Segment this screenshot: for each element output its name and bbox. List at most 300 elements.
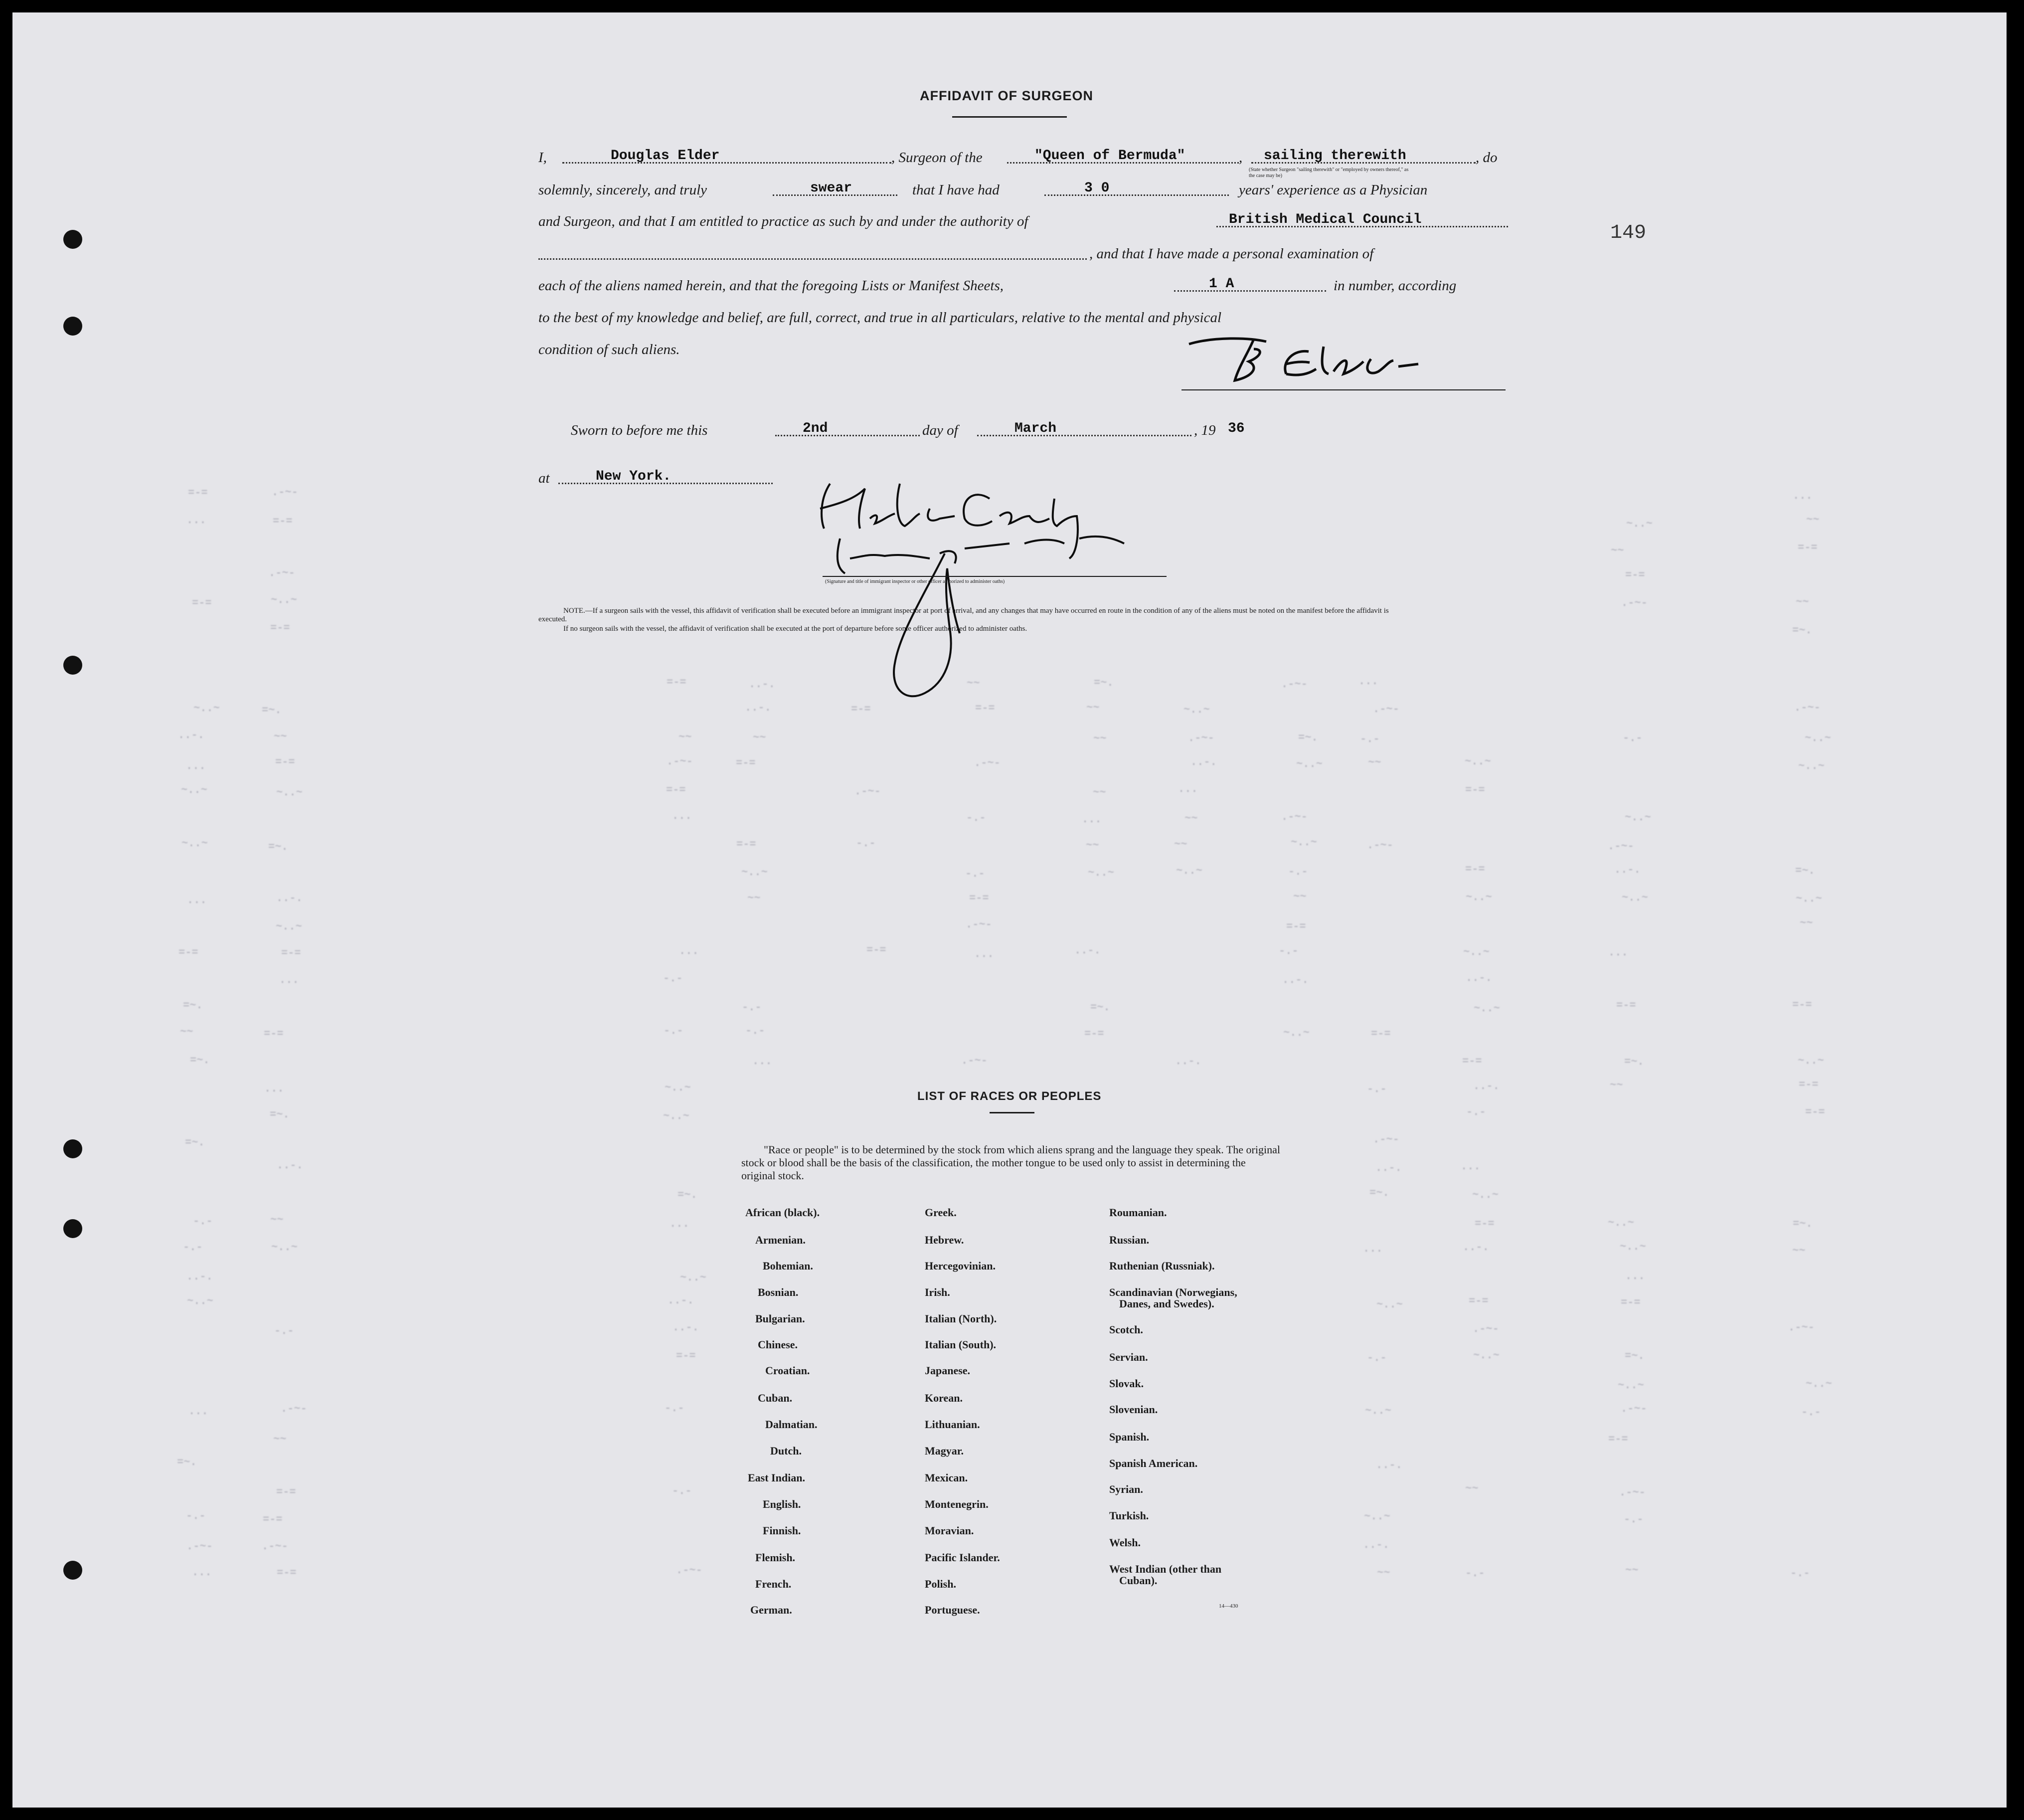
bleed-mark: ~..~: [1625, 811, 1651, 824]
race-item: Japanese.: [925, 1364, 971, 1377]
bleed-mark: ~..~: [1620, 1241, 1646, 1253]
bleed-mark: =-=: [1371, 1028, 1391, 1040]
bleed-mark: =-=: [667, 676, 686, 689]
bleed-mark: =-=: [1799, 1079, 1819, 1091]
bleed-mark: .-~-: [1373, 1133, 1399, 1146]
sheets-field: [1174, 290, 1326, 292]
bleed-mark: ~~: [1610, 1079, 1623, 1092]
page-number: 149: [1610, 222, 1647, 244]
bleed-mark: ~..~: [741, 866, 768, 879]
bleed-mark: -.-: [856, 837, 876, 850]
bleed-mark: =-=: [1469, 1295, 1489, 1307]
affidavit-text: at: [538, 470, 550, 486]
bleed-mark: ~~: [1465, 1482, 1479, 1495]
bleed-mark: =-=: [1465, 784, 1485, 796]
binder-hole: [63, 656, 82, 675]
race-item: Hebrew.: [925, 1234, 964, 1246]
sworn-day-field: [775, 435, 920, 436]
race-item: Bohemian.: [763, 1260, 813, 1272]
bleed-mark: ~..~: [1465, 755, 1491, 768]
bleed-mark: .-~-: [1788, 1321, 1815, 1334]
bleed-mark: ..-.: [1074, 944, 1101, 957]
race-item: Russian.: [1109, 1234, 1150, 1246]
bleed-mark: =~.: [1090, 1001, 1110, 1014]
bleed-mark: ~~: [1377, 1567, 1390, 1579]
bleed-mark: .-~-: [272, 486, 298, 499]
affidavit-text: , Surgeon of the: [891, 150, 983, 166]
bleed-mark: -.-: [1801, 1406, 1821, 1419]
bleed-mark: ~..~: [680, 1272, 706, 1284]
affidavit-text: I,: [538, 150, 547, 166]
bleed-mark: ~..~: [1472, 1189, 1499, 1201]
bleed-mark: =~.: [177, 1456, 197, 1468]
bleed-mark: =-=: [866, 944, 886, 956]
race-item: Montenegrin.: [925, 1498, 989, 1510]
bleed-mark: ~..~: [1473, 1349, 1500, 1362]
race-item: Croatian.: [765, 1364, 810, 1377]
bleed-mark: =-=: [969, 892, 989, 905]
bleed-mark: ~..~: [1183, 704, 1210, 716]
bleed-mark: ~..~: [1296, 758, 1323, 770]
bleed-mark: -.-: [1360, 733, 1380, 745]
bleed-mark: ...: [1461, 1160, 1481, 1173]
bleed-mark: ~~: [1625, 1564, 1639, 1577]
bleed-mark: ..-.: [1190, 756, 1217, 768]
bleed-mark: ~~: [1806, 514, 1820, 526]
bleed-mark: -.-: [1288, 866, 1308, 878]
bleed-mark: ~..~: [1622, 892, 1648, 904]
bleed-mark: .-~-: [1473, 1323, 1499, 1335]
affidavit-text: Sworn to before me this: [571, 422, 708, 438]
inspector-caption: (Signature and title of immigrant inspector or other officer authorized to administer oaths): [825, 579, 1005, 584]
affidavit-note-2: If no surgeon sails with the vessel, the affidavit of verification shall be executed at the port of departure before some officer authorized to administer oaths.: [563, 625, 1027, 633]
bleed-mark: ~..~: [1474, 1002, 1500, 1015]
bleed-mark: =-=: [264, 1028, 284, 1040]
bleed-mark: =-=: [1792, 999, 1812, 1011]
race-item: Turkish.: [1109, 1509, 1149, 1522]
bleed-mark: ...: [1625, 1270, 1645, 1282]
bleed-mark: =-=: [178, 946, 198, 959]
bleed-mark: =-=: [263, 1513, 283, 1526]
document-page: [12, 12, 2007, 1808]
bleed-mark: ..-.: [178, 729, 204, 741]
bleed-mark: ~~: [1293, 891, 1307, 903]
bleed-mark: =-=: [676, 1350, 696, 1362]
affidavit-text: , 19: [1194, 422, 1216, 438]
bleed-mark: ...: [186, 760, 206, 772]
bleed-mark: =~.: [1624, 1056, 1644, 1068]
affidavit-text: condition of such aliens.: [538, 342, 680, 358]
race-item: Flemish.: [755, 1551, 796, 1564]
bleed-mark: .-~-: [1281, 811, 1308, 823]
race-item: Dutch.: [770, 1445, 802, 1457]
bleed-mark: ..-.: [749, 678, 775, 691]
bleed-mark: =-=: [1608, 1433, 1628, 1446]
race-item: Greek.: [925, 1206, 957, 1219]
bleed-mark: =-=: [275, 756, 295, 768]
bleed-mark: ~..~: [1176, 865, 1202, 877]
bleed-mark: ..-.: [745, 702, 771, 714]
race-item: Pacific Islander.: [925, 1551, 1000, 1564]
affidavit-title: AFFIDAVIT OF SURGEON: [920, 88, 1093, 103]
race-item: Italian (North).: [925, 1312, 997, 1325]
surgeon-name: Douglas Elder: [611, 148, 720, 164]
binder-hole: [63, 230, 82, 249]
bleed-mark: =-=: [1798, 542, 1818, 554]
sailing-status-instruction: (State whether Surgeon "sailing therewith" or "employed by owners thereof," as the case may be): [1249, 167, 1409, 179]
bleed-mark: =~.: [268, 841, 288, 853]
race-item: Italian (South).: [925, 1338, 997, 1351]
bleed-mark: ..-.: [1375, 1162, 1402, 1174]
race-item: Spanish American.: [1109, 1457, 1198, 1469]
bleed-mark: .-~-: [186, 1540, 213, 1553]
sailing-status: sailing therewith: [1264, 148, 1406, 164]
bleed-mark: ...: [192, 1566, 212, 1579]
authority-continuation-field: [538, 258, 1087, 260]
bleed-mark: ~~: [274, 730, 287, 743]
bleed-mark: ...: [1082, 813, 1102, 826]
bleed-mark: ~..~: [1805, 732, 1831, 744]
bleed-mark: ~..~: [1626, 518, 1653, 530]
race-item: English.: [763, 1498, 801, 1510]
bleed-mark: .-~-: [1373, 703, 1399, 716]
bleed-mark: =-=: [281, 947, 301, 959]
race-item: Cuban.: [758, 1392, 793, 1404]
bleed-mark: ~..~: [271, 594, 297, 606]
bleed-mark: ~..~: [1798, 760, 1825, 772]
surgeon-signature-line: [1181, 389, 1506, 390]
bleed-mark: =~.: [1369, 1187, 1389, 1199]
bleed-mark: ~..~: [181, 784, 207, 796]
surgeon-signature: [1179, 327, 1488, 391]
bleed-mark: ~..~: [663, 1110, 689, 1122]
bleed-mark: ~~: [1611, 545, 1624, 557]
bleed-mark: ~..~: [1466, 891, 1492, 904]
affidavit-text: ,: [1239, 150, 1243, 166]
bleed-mark: ~..~: [665, 1082, 691, 1094]
bleed-mark: .-~-: [961, 1055, 988, 1067]
sworn-month: March: [1014, 421, 1057, 436]
bleed-mark: .-~-: [1794, 702, 1821, 714]
affidavit-text: and Surgeon, and that I am entitled to practice as such by and under the authority of: [538, 213, 1028, 229]
bleed-mark: ~~: [180, 1026, 193, 1038]
race-item: Portuguese.: [925, 1604, 980, 1616]
bleed-mark: ...: [186, 514, 206, 527]
bleed-mark: ~~: [1086, 702, 1100, 714]
bleed-mark: ..-.: [1376, 1459, 1402, 1471]
bleed-mark: =-=: [188, 487, 208, 499]
bleed-mark: ~..~: [193, 702, 220, 715]
sworn-year: 36: [1228, 421, 1245, 436]
affidavit-text: in number, according: [1334, 278, 1457, 294]
bleed-mark: ~~: [678, 731, 692, 743]
bleed-mark: -.-: [274, 1325, 294, 1337]
bleed-mark: .-~-: [966, 918, 992, 931]
bleed-mark: -.-: [663, 972, 683, 985]
ship-name: "Queen of Bermuda": [1034, 148, 1185, 164]
bleed-mark: ..-.: [1282, 974, 1309, 986]
bleed-mark: -.-: [672, 1485, 692, 1497]
race-item: Polish.: [925, 1578, 956, 1590]
affidavit-text: to the best of my knowledge and belief, are full, correct, and true in all particulars, relative to the mental and physical: [538, 310, 1222, 326]
bleed-mark: -.-: [1279, 945, 1299, 957]
race-item: Korean.: [925, 1392, 963, 1404]
affidavit-text: that I have had: [912, 182, 1000, 198]
bleed-mark: =-=: [1625, 569, 1645, 581]
bleed-mark: ~~: [1184, 812, 1198, 825]
race-item: French.: [755, 1578, 792, 1590]
bleed-mark: ...: [187, 894, 207, 907]
bleed-mark: -.-: [183, 1241, 203, 1254]
bleed-mark: ~~: [1796, 596, 1809, 608]
race-item: Ruthenian (Russniak).: [1109, 1260, 1215, 1272]
bleed-mark: ~~: [1093, 732, 1107, 745]
bleed-mark: ~..~: [1365, 1405, 1391, 1417]
bleed-mark: -.-: [1623, 732, 1643, 744]
bleed-mark: ~..~: [1376, 1298, 1403, 1311]
bleed-mark: ...: [672, 810, 692, 822]
bleed-mark: ~~: [1368, 756, 1381, 769]
race-item: Cuban).: [1119, 1574, 1158, 1587]
bleed-mark: ~..~: [1618, 1379, 1644, 1392]
bleed-mark: -.-: [186, 1510, 206, 1522]
bleed-mark: =-=: [276, 1486, 296, 1498]
bleed-mark: ...: [264, 1083, 284, 1095]
bleed-mark: ~~: [753, 731, 766, 744]
bleed-mark: =-=: [1805, 1106, 1825, 1118]
bleed-mark: ..-.: [276, 892, 303, 905]
races-title: LIST OF RACES OR PEOPLES: [917, 1090, 1102, 1103]
race-item: Irish.: [925, 1286, 950, 1298]
race-item: Magyar.: [925, 1445, 964, 1457]
bleed-mark: =-=: [277, 1567, 297, 1579]
bleed-mark: =~.: [1793, 1218, 1813, 1230]
race-item: Roumanian.: [1109, 1206, 1167, 1219]
bleed-mark: ~~: [273, 1433, 287, 1446]
bleed-mark: =-=: [1616, 999, 1636, 1012]
bleed-mark: ...: [279, 974, 299, 986]
affidavit-text: each of the aliens named herein, and that the foregoing Lists or Manifest Sheets,: [538, 278, 1004, 294]
race-item: Slovenian.: [1109, 1403, 1158, 1416]
bleed-mark: ~~: [1093, 786, 1106, 799]
bleed-mark: ~~: [1792, 1245, 1806, 1257]
bleed-mark: -.-: [745, 1025, 765, 1037]
bleed-mark: ...: [1363, 1243, 1383, 1255]
bleed-mark: =-=: [1286, 920, 1306, 933]
binder-hole: [63, 1219, 82, 1238]
bleed-mark: .-~-: [854, 785, 881, 798]
bleed-mark: .-~-: [1621, 597, 1648, 609]
bleed-mark: =~.: [190, 1054, 210, 1067]
bleed-mark: .-~-: [262, 1540, 288, 1553]
race-item: Slovak.: [1109, 1377, 1144, 1390]
bleed-mark: ~~: [747, 892, 761, 905]
bleed-mark: ~~: [967, 677, 980, 690]
bleed-mark: ~..~: [276, 786, 303, 799]
bleed-mark: ~..~: [187, 1295, 213, 1307]
bleed-mark: ~..~: [1796, 893, 1822, 905]
sheet-count: 1 A: [1209, 276, 1234, 292]
bleed-mark: ~..~: [1088, 867, 1114, 879]
race-item: Hercegovinian.: [925, 1260, 996, 1272]
bleed-mark: =-=: [1465, 863, 1485, 876]
bleed-mark: -.-: [1790, 1567, 1810, 1580]
race-item: Chinese.: [758, 1338, 798, 1351]
bleed-mark: ~..~: [271, 1241, 298, 1254]
bleed-mark: ..-.: [1175, 1055, 1201, 1068]
bleed-mark: =-=: [736, 838, 756, 851]
bleed-mark: ...: [1178, 783, 1198, 795]
bleed-mark: .-~-: [1188, 732, 1214, 744]
race-item: Mexican.: [925, 1471, 968, 1484]
race-item: Syrian.: [1109, 1483, 1143, 1495]
bleed-mark: -.-: [1367, 1083, 1387, 1095]
race-item: Servian.: [1109, 1351, 1148, 1363]
binder-hole: [63, 1139, 82, 1158]
bleed-mark: ..-.: [1363, 1539, 1389, 1551]
race-item: Scandinavian (Norwegians,: [1109, 1286, 1237, 1298]
bleed-mark: .-~-: [1621, 1403, 1647, 1415]
bleed-mark: =-=: [851, 703, 871, 716]
oath-type: swear: [810, 181, 852, 196]
bleed-mark: ..-.: [1463, 1241, 1489, 1254]
race-item: West Indian (other than: [1109, 1563, 1222, 1575]
bleed-mark: =-=: [192, 597, 212, 609]
race-item: Finnish.: [763, 1524, 801, 1537]
races-instructions: "Race or people" is to be determined by the stock from which aliens sprang and the language they speak. The original stock or blood shall be the basis of the classification, the mother tongue to be used only to assist in determining the original stock.: [741, 1143, 1280, 1182]
race-item: Scotch.: [1109, 1323, 1143, 1336]
bleed-mark: ~..~: [1291, 836, 1317, 849]
bleed-mark: ..-.: [186, 1271, 213, 1283]
bleed-mark: ..-.: [673, 1321, 699, 1334]
bleed-mark: ~..~: [1364, 1510, 1390, 1523]
bleed-mark: =-=: [666, 784, 686, 796]
years-experience: 3 0: [1084, 181, 1110, 196]
bleed-mark: ...: [752, 1055, 772, 1068]
race-item: Danes, and Swedes).: [1119, 1297, 1214, 1310]
bleed-mark: =~.: [185, 1136, 205, 1149]
bleed-mark: =~.: [1625, 1350, 1645, 1362]
bleed-mark: ..-.: [1614, 864, 1641, 876]
bleed-mark: =~.: [1298, 731, 1318, 744]
race-item: Armenian.: [755, 1234, 806, 1246]
bleed-mark: ~..~: [276, 920, 302, 933]
bleed-mark: ~..~: [1283, 1027, 1310, 1039]
bleed-mark: -.-: [665, 1402, 684, 1415]
race-item: Lithuanian.: [925, 1418, 980, 1431]
bleed-mark: -.-: [965, 868, 985, 880]
bleed-mark: =-=: [1084, 1028, 1104, 1040]
bleed-mark: =-=: [1475, 1218, 1495, 1230]
bleed-mark: =~.: [1795, 865, 1815, 877]
bleed-mark: -.-: [742, 1001, 762, 1014]
bleed-mark: ...: [974, 948, 994, 960]
bleed-mark: ...: [679, 945, 699, 957]
bleed-mark: -.-: [1466, 1106, 1486, 1118]
bleed-mark: ..-.: [1466, 972, 1492, 984]
races-title-rule: [990, 1112, 1034, 1113]
sworn-month-field: [977, 435, 1191, 436]
bleed-mark: -.-: [664, 1025, 683, 1037]
affidavit-text: day of: [922, 422, 958, 438]
bleed-mark: ...: [1608, 946, 1628, 959]
affidavit-note: NOTE.—If a surgeon sails with the vessel, this affidavit of verification shall be executed before an immigrant inspector at port of arrival, and any changes that may have occurred en route in the condition of any of the aliens must be noted on the manifest before the affidavit is executed.: [538, 607, 1389, 623]
affidavit-text: , and that I have made a personal examination of: [1089, 246, 1374, 262]
bleed-mark: =-=: [1462, 1055, 1482, 1068]
bleed-mark: .-~-: [269, 567, 295, 579]
years-field: [1044, 194, 1229, 196]
bleed-mark: =-=: [975, 702, 995, 715]
bleed-mark: =~.: [1094, 677, 1114, 689]
bleed-mark: ...: [670, 1218, 689, 1230]
bleed-mark: ...: [1358, 675, 1378, 688]
bleed-mark: ~~: [1086, 839, 1099, 852]
affidavit-text: , do: [1476, 150, 1498, 166]
bleed-mark: .-~-: [1281, 678, 1308, 691]
bleed-mark: -.-: [966, 812, 986, 824]
bleed-mark: .-~-: [667, 755, 693, 768]
race-item: Bulgarian.: [755, 1312, 805, 1325]
bleed-mark: =~.: [183, 999, 203, 1012]
sworn-day: 2nd: [803, 421, 828, 436]
title-rule: [952, 116, 1067, 118]
bleed-mark: .-~-: [1367, 839, 1393, 852]
bleed-mark: =~.: [677, 1189, 697, 1201]
bleed-mark: =-=: [736, 757, 756, 769]
bleed-mark: .-~-: [1619, 1486, 1646, 1499]
bleed-mark: ~~: [1800, 917, 1813, 929]
sworn-place: New York.: [596, 469, 672, 484]
binder-hole: [63, 1561, 82, 1580]
bleed-mark: .-~-: [281, 1403, 307, 1415]
binder-hole: [63, 317, 82, 336]
affidavit-text: years' experience as a Physician: [1239, 182, 1428, 198]
bleed-mark: ~..~: [1463, 946, 1490, 958]
bleed-mark: ~..~: [1608, 1217, 1634, 1229]
inspector-signature-line: [823, 576, 1167, 577]
bleed-mark: ~~: [270, 1214, 284, 1226]
bleed-mark: ..-.: [668, 1294, 694, 1307]
race-item: German.: [750, 1604, 792, 1616]
bleed-mark: ...: [1793, 490, 1813, 502]
race-item: Dalmatian.: [765, 1418, 818, 1431]
bleed-mark: -.-: [1624, 1513, 1644, 1526]
race-item: Spanish.: [1109, 1431, 1150, 1443]
bleed-mark: .-~-: [676, 1564, 702, 1577]
bleed-mark: ..-.: [1473, 1080, 1500, 1092]
bleed-mark: ~~: [1174, 838, 1187, 851]
bleed-mark: ~..~: [1806, 1378, 1832, 1390]
bleed-mark: =-=: [1621, 1296, 1641, 1309]
bleed-mark: ~..~: [1798, 1055, 1824, 1067]
race-item: Welsh.: [1109, 1536, 1141, 1549]
bleed-mark: ..-.: [277, 1159, 303, 1172]
bleed-mark: .-~-: [1608, 840, 1634, 853]
bleed-mark: =~.: [270, 1108, 290, 1121]
bleed-mark: =-=: [270, 622, 290, 634]
bleed-mark: -.-: [1465, 1567, 1485, 1580]
race-item: Moravian.: [925, 1524, 974, 1537]
bleed-mark: =~.: [262, 704, 282, 717]
bleed-mark: ~..~: [181, 837, 208, 850]
bleed-mark: .-~-: [974, 757, 1001, 769]
bleed-mark: -.-: [193, 1215, 213, 1228]
licensing-authority: British Medical Council: [1229, 212, 1422, 227]
bleed-mark: -.-: [1367, 1352, 1387, 1364]
bleed-mark: =~.: [1792, 624, 1812, 637]
race-item: Bosnian.: [758, 1286, 799, 1298]
affidavit-text: solemnly, sincerely, and truly: [538, 182, 707, 198]
